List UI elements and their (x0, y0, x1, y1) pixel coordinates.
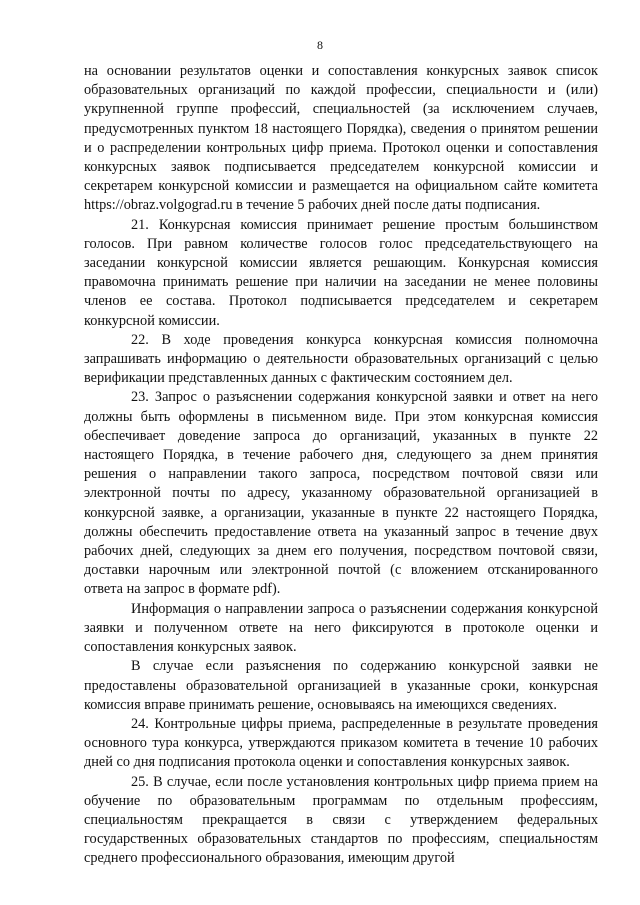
paragraph-item-25: 25. В случае, если после установления контрольных цифр приема прием на обучение по образовательным программам по отдельным профессиям, специальностям прекращается в связи с утверждением федеральных государственных образовательных стандартов по профессиям, специальностям среднего профессионального образования, имеющим другой (84, 773, 598, 867)
paragraph-clarification: В случае если разъяснения по содержанию конкурсной заявки не предоставлены образовательной организацией в указанные сроки, конкурсная комиссия вправе принимать решение, основываясь на имеющихся сведениях. (84, 658, 598, 713)
document-body (84, 62, 598, 869)
page-number: 8 (317, 38, 323, 52)
paragraph-continuation: на основании результатов оценки и сопоставления конкурсных заявок список образовательных организаций по каждой профессии, специальности и (или) укрупненной группе профессий, специальностей (за исключением случаев, предусмотренных пунктом 18 настоящего Порядка), сведения о принятом решении и о распределении контрольных цифр приема. Протокол оценки и сопоставления конкурсных заявок подписывается председателем конкурсной комиссии и секретарем конкурсной комиссии и размещается на официальном сайте комитета https://obraz.volgograd.ru в течение 5 рабочих дней после даты подписания. (84, 63, 598, 214)
paragraph-item-24: 24. Контрольные цифры приема, распределенные в результате проведения основного тура конкурса, утверждаются приказом комитета в течение 10 рабочих дней со дня подписания протокола оценки и сопоставления конкурсных заявок. (84, 715, 598, 771)
paragraph-item-22: 22. В ходе проведения конкурса конкурсная комиссия полномочна запрашивать информацию о деятельности образовательных организаций с целью верификации представленных данных с фактическим состоянием дел. (84, 331, 598, 387)
paragraph-information: Информация о направлении запроса о разъяснении содержания конкурсной заявки и полученном ответе на него фиксируются в протоколе оценки и сопоставления конкурсных заявок. (84, 600, 598, 656)
paragraph-item-23: 23. Запрос о разъяснении содержания конкурсной заявки и ответ на него должны быть оформлены в письменном виде. При этом конкурсная комиссия обеспечивает доведение запроса до организаций, указанных в пункте 22 настоящего Порядка, в течение рабочего дня, следующего за днем принятия решения о направлении такого запроса, посредством почтовой связи или электронной почты по адресу, указанному образовательной организацией в конкурсной заявке, а организации, указанные в пункте 22 настоящего Порядка, должны обеспечить предоставление ответа на указанный запрос в течение двух рабочих дней, следующих за днем его получения, посредством почтовой связи, доставки нарочным или электронной почтой (с вложением отсканированного ответа на запрос в формате pdf). (84, 389, 598, 598)
paragraph-item-21: 21. Конкурсная комиссия принимает решение простым большинством голосов. При равном количестве голосов голос председательствующего на заседании конкурсной комиссии является решающим. Конкурсная комиссия правомочна принимать решение при наличии на заседании не менее половины членов ее состава. Протокол подписывается председателем и секретарем конкурсной комиссии. (84, 216, 598, 329)
